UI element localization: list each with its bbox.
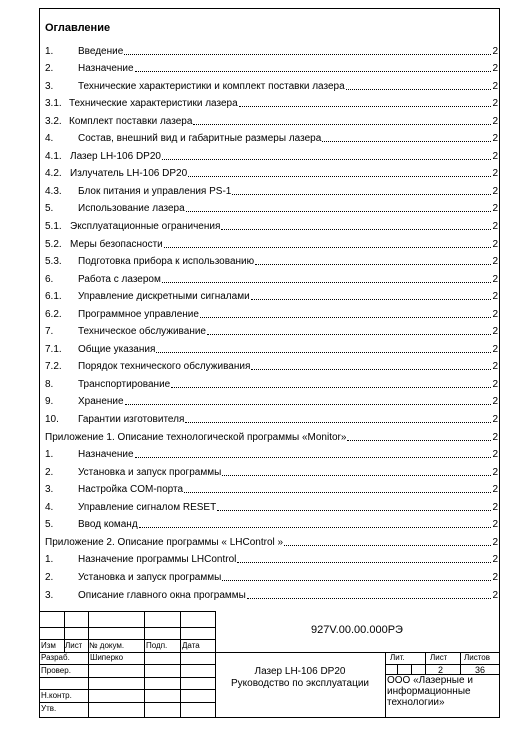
toc-leader-dots: [164, 247, 492, 248]
toc-entry-number: 8.: [45, 378, 54, 390]
toc-entry-page: 2: [492, 501, 498, 513]
toc-leader-dots: [162, 282, 492, 283]
toc-entry-page: 2: [492, 221, 498, 233]
toc-entry[interactable]: [45, 408, 498, 426]
toc-entry-number: 2.: [45, 571, 54, 583]
toc-entry-page: 2: [492, 203, 498, 215]
toc-entry-number: 3.1.: [45, 98, 62, 110]
toc-entry-page: 2: [492, 361, 498, 373]
toc-leader-dots: [156, 352, 491, 353]
toc-entry-page: 2: [492, 396, 498, 408]
toc-entry-title: Программное управление: [78, 308, 199, 320]
toc-entry-title: Лазер LH-106 DP20: [70, 150, 161, 162]
toc-entry-number: 2.: [45, 63, 54, 75]
razrab-name: Шиперко: [90, 653, 124, 662]
toc-entry-title: Эксплуатационные ограничения: [70, 221, 221, 233]
toc-entry-number: 7.2.: [45, 361, 62, 373]
toc-entry-title: Приложение 1. Описание технологической программы «Monitor»: [45, 431, 347, 443]
toc-entry-title: Меры безопасности: [70, 238, 163, 250]
toc-entry-page: 2: [492, 414, 498, 426]
row-utv: Утв.: [41, 704, 57, 713]
toc-entry-page: 2: [492, 133, 498, 145]
toc-entry-title: Комплект поставки лазера: [69, 115, 193, 127]
toc-leader-dots: [217, 510, 491, 511]
toc-entry-title: Транспортирование: [78, 378, 171, 390]
toc-entry-page: 2: [492, 378, 498, 390]
toc-entry-number: 6.: [45, 273, 54, 285]
document-code: 927V.00.00.000РЭ: [311, 624, 403, 636]
toc-entry-title: Излучатель LH-106 DP20: [70, 168, 188, 180]
toc-entry[interactable]: [45, 198, 498, 216]
product-line-1: Лазер LH-106 DP20: [254, 666, 346, 677]
toc-leader-dots: [322, 141, 491, 142]
toc-entry[interactable]: [45, 321, 498, 339]
toc-entry-number: 3.: [45, 589, 54, 601]
toc-entry[interactable]: [45, 373, 498, 391]
toc-leader-dots: [186, 211, 492, 212]
toc-entry-number: 1.: [45, 45, 54, 57]
toc-entry-number: 7.: [45, 326, 54, 338]
toc-entry-number: 9.: [45, 396, 54, 408]
toc-title: Оглавление: [45, 22, 111, 34]
toc-entry-number: 7.1.: [45, 343, 62, 355]
toc-entry[interactable]: [45, 303, 498, 321]
toc-entry-number: 5.: [45, 519, 54, 531]
col-list: Лист: [65, 641, 83, 650]
toc-entry-page: 2: [492, 308, 498, 320]
toc-leader-dots: [347, 440, 491, 441]
col-izm: Изм: [41, 641, 56, 650]
toc-entry-title: Гарантии изготовителя: [78, 414, 185, 426]
toc-entry-page: 2: [492, 484, 498, 496]
toc-entry-page: 2: [492, 185, 498, 197]
toc-entry[interactable]: [45, 58, 498, 76]
toc-entry-title: Введение: [78, 45, 124, 57]
toc-entry[interactable]: [45, 93, 498, 111]
toc-entry-page: 2: [492, 115, 498, 127]
toc-entry-title: Назначение: [78, 449, 134, 461]
toc-entry-number: 4.: [45, 501, 54, 513]
toc-entry-number: 3.: [45, 484, 54, 496]
product-line-2: Руководство по эксплуатации: [231, 678, 369, 689]
toc-leader-dots: [171, 387, 491, 388]
toc-entry-page: 2: [492, 98, 498, 110]
toc-entry-page: 2: [492, 466, 498, 478]
toc-entry-page: 2: [492, 326, 498, 338]
toc-entry-page: 2: [492, 571, 498, 583]
toc-entry-page: 2: [492, 554, 498, 566]
toc-entry[interactable]: [45, 479, 498, 497]
toc-entry-page: 2: [492, 256, 498, 268]
toc-entry-page: 2: [492, 449, 498, 461]
organization-name: ООО «Лазерные и информационные технологии»: [387, 675, 473, 708]
toc-leader-dots: [193, 124, 491, 125]
toc-leader-dots: [207, 334, 491, 335]
toc-leader-dots: [185, 422, 491, 423]
toc-entry[interactable]: [45, 584, 498, 602]
sheets-value: 36: [475, 665, 486, 675]
toc-entry-number: 6.1.: [45, 291, 62, 303]
row-razrab: Разраб.: [41, 653, 70, 662]
toc-entry-page: 2: [492, 519, 498, 531]
toc-entry-title: Состав, внешний вид и габаритные размеры лазера: [78, 133, 322, 145]
toc-entry[interactable]: [45, 356, 498, 374]
toc-leader-dots: [184, 492, 491, 493]
toc-entry[interactable]: [45, 110, 498, 128]
toc-entry-page: 2: [492, 63, 498, 75]
toc-entry[interactable]: [45, 496, 498, 514]
toc-entry[interactable]: [45, 338, 498, 356]
toc-entry-title: Технические характеристики лазера: [69, 98, 238, 110]
toc-entry[interactable]: [45, 566, 498, 584]
toc-entry[interactable]: [45, 268, 498, 286]
row-nkontr: Н.контр.: [41, 691, 72, 700]
toc-leader-dots: [221, 229, 491, 230]
toc-entry-number: 4.2.: [45, 168, 62, 180]
toc-entry-number: 4.3.: [45, 185, 62, 197]
toc-entry-number: 3.2.: [45, 115, 62, 127]
col-sign: Подп.: [146, 641, 168, 650]
toc-entry-number: 5.3.: [45, 256, 62, 268]
toc-entry-page: 2: [492, 589, 498, 601]
toc-entry-page: 2: [492, 45, 498, 57]
toc-leader-dots: [255, 264, 491, 265]
toc-leader-dots: [251, 299, 492, 300]
toc-entry-number: 5.1.: [45, 221, 62, 233]
toc-list: [45, 40, 498, 602]
toc-leader-dots: [139, 527, 492, 528]
toc-entry-title: Общие указания: [78, 343, 156, 355]
toc-leader-dots: [188, 176, 491, 177]
toc-entry[interactable]: [45, 180, 498, 198]
toc-entry[interactable]: [45, 514, 498, 532]
toc-leader-dots: [222, 475, 491, 476]
col-doc: № докум.: [89, 641, 125, 650]
toc-leader-dots: [346, 89, 492, 90]
product-name: [215, 666, 385, 690]
toc-entry-page: 2: [492, 536, 498, 548]
toc-entry-number: 3.: [45, 80, 54, 92]
toc-entry-page: 2: [492, 343, 498, 355]
toc-entry-title: Установка и запуск программы: [78, 571, 222, 583]
toc-entry[interactable]: [45, 251, 498, 269]
toc-entry[interactable]: [45, 233, 498, 251]
toc-entry-title: Подготовка прибора к использованию: [78, 256, 255, 268]
toc-entry[interactable]: [45, 391, 498, 409]
toc-entry-page: 2: [492, 273, 498, 285]
title-block: [40, 611, 499, 717]
toc-entry-title: Работа с лазером: [78, 273, 161, 285]
toc-leader-dots: [200, 317, 491, 318]
toc-entry[interactable]: [45, 75, 498, 93]
toc-entry[interactable]: [45, 461, 498, 479]
toc-entry-title: Установка и запуск программы: [78, 466, 222, 478]
toc-leader-dots: [232, 194, 491, 195]
toc-leader-dots: [135, 457, 492, 458]
toc-entry[interactable]: [45, 145, 498, 163]
toc-entry-title: Технические характеристики и комплект поставки лазера: [78, 80, 345, 92]
toc-entry[interactable]: [45, 286, 498, 304]
sheet-label: Лист: [430, 653, 448, 662]
toc-entry-page: 2: [492, 291, 498, 303]
toc-entry-number: 1.: [45, 449, 54, 461]
toc-entry-title: Настройка COM-порта: [78, 484, 184, 496]
toc-leader-dots: [237, 562, 491, 563]
row-prov: Провер.: [41, 666, 71, 675]
col-date: Дата: [182, 641, 200, 650]
toc-entry-number: 10.: [45, 414, 59, 426]
toc-entry[interactable]: [45, 163, 498, 181]
toc-entry-number: 4.1.: [45, 150, 62, 162]
toc-entry-page: 2: [492, 431, 498, 443]
toc-entry-number: 5.2.: [45, 238, 62, 250]
toc-entry[interactable]: [45, 444, 498, 462]
toc-entry-number: 5.: [45, 203, 54, 215]
toc-entry-page: 2: [492, 150, 498, 162]
toc-entry-title: Приложение 2. Описание программы « LHControl »: [45, 536, 284, 548]
toc-leader-dots: [284, 545, 491, 546]
toc-leader-dots: [247, 598, 492, 599]
toc-entry-title: Управление дискретными сигналами: [78, 291, 250, 303]
toc-entry-number: 2.: [45, 466, 54, 478]
toc-entry-page: 2: [492, 238, 498, 250]
toc-leader-dots: [135, 71, 492, 72]
toc-leader-dots: [239, 106, 492, 107]
toc-entry[interactable]: [45, 531, 498, 549]
toc-entry-title: Описание главного окна программы: [78, 589, 246, 601]
toc-leader-dots: [125, 404, 492, 405]
lit-label: Лит.: [390, 653, 405, 662]
toc-leader-dots: [124, 54, 491, 55]
toc-entry-page: 2: [492, 80, 498, 92]
toc-entry-title: Управление сигналом RESET: [78, 501, 217, 513]
toc-entry-number: 4.: [45, 133, 54, 145]
toc-leader-dots: [222, 580, 491, 581]
toc-entry-title: Блок питания и управления PS-1: [78, 185, 232, 197]
toc-entry-title: Хранение: [78, 396, 124, 408]
toc-entry-page: 2: [492, 168, 498, 180]
toc-entry-number: 1.: [45, 554, 54, 566]
toc-entry[interactable]: [45, 215, 498, 233]
toc-entry-title: Техническое обслуживание: [78, 326, 206, 338]
toc-entry-number: 6.2.: [45, 308, 62, 320]
toc-entry-title: Назначение программы LHControl: [78, 554, 237, 566]
toc-entry-title: Ввод команд: [78, 519, 138, 531]
toc-entry[interactable]: [45, 426, 498, 444]
toc-leader-dots: [251, 369, 491, 370]
toc-entry-title: Порядок технического обслуживания: [78, 361, 251, 373]
toc-leader-dots: [162, 159, 491, 160]
toc-entry[interactable]: [45, 128, 498, 146]
sheets-label: Листов: [464, 653, 490, 662]
toc-entry[interactable]: [45, 40, 498, 58]
toc-entry-title: Назначение: [78, 63, 134, 75]
toc-entry-title: Использование лазера: [78, 203, 185, 215]
toc-entry[interactable]: [45, 549, 498, 567]
sheet-value: 2: [438, 665, 444, 675]
